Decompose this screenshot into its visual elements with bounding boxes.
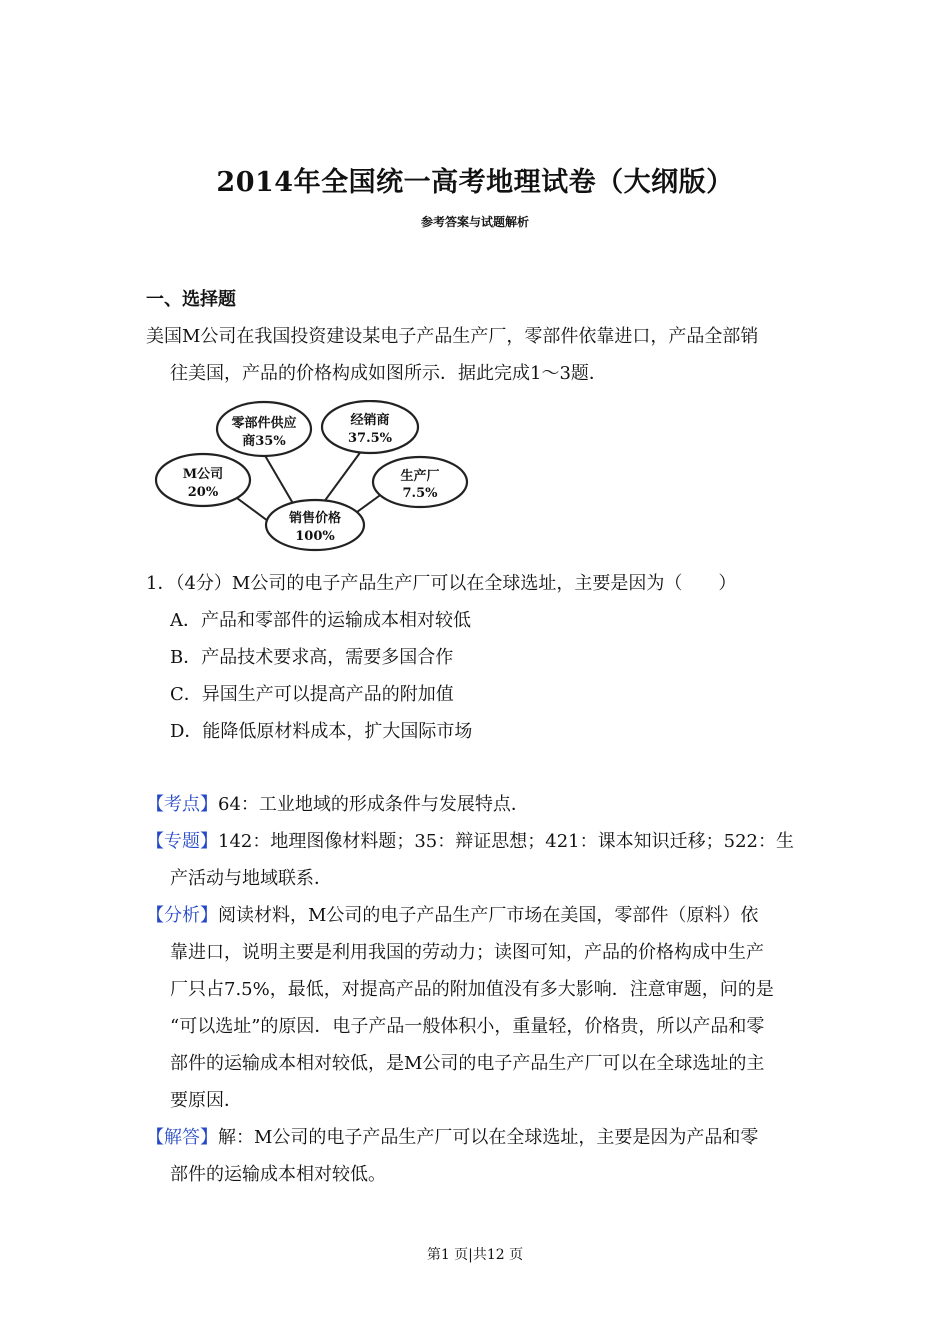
section-heading: 一、选择题	[146, 289, 236, 310]
price-composition-diagram	[150, 400, 480, 552]
fenxi-continuation: 靠进口，说明主要是利用我国的劳动力；读图可知，产品的价格构成中生产	[170, 942, 764, 963]
analysis-block	[146, 786, 811, 1193]
fenxi-continuation: 部件的运输成本相对较低，是M公司的电子产品生产厂可以在全球选址的主	[170, 1053, 765, 1074]
mcompany-label: M公司	[182, 467, 224, 482]
distributor-value: 37.5%	[347, 431, 393, 446]
kaodian-tag: 【考点】	[146, 794, 218, 815]
factory-value: 7.5%	[402, 486, 438, 501]
zhuanti-continuation: 产活动与地域联系．	[170, 868, 332, 889]
option-c: C．异国生产可以提高产品的附加值	[170, 684, 454, 705]
option-d: D．能降低原材料成本，扩大国际市场	[170, 721, 473, 742]
zhuanti-line	[146, 823, 811, 860]
price-value: 100%	[295, 529, 335, 544]
question-stem: 1．（4分）M公司的电子产品生产厂可以在全球选址，主要是因为（ ）	[146, 573, 737, 594]
fenxi-line	[146, 897, 811, 934]
jieda-continuation: 部件的运输成本相对较低。	[170, 1164, 386, 1185]
kaodian-line	[146, 786, 811, 823]
page-title: 2014年全国统一高考地理试卷（大纲版）	[216, 167, 734, 198]
kaodian-text: 64：工业地域的形成条件与发展特点．	[218, 794, 529, 815]
page-subtitle: 参考答案与试题解析	[420, 215, 529, 229]
fenxi-tag: 【分析】	[146, 905, 218, 926]
jieda-tag: 【解答】	[146, 1127, 218, 1148]
factory-label: 生产厂	[400, 469, 440, 484]
jieda-line	[146, 1119, 811, 1156]
intro-line: 美国M公司在我国投资建设某电子产品生产厂，零部件依靠进口，产品全部销	[146, 326, 759, 347]
fenxi-continuation: 要原因．	[170, 1090, 242, 1111]
option-a: A．产品和零部件的运输成本相对较低	[170, 610, 471, 631]
option-b: B．产品技术要求高，需要多国合作	[170, 647, 454, 668]
supplier-label: 零部件供应	[231, 416, 297, 431]
zhuanti-tag: 【专题】	[146, 831, 218, 852]
jieda-text: 解：M公司的电子产品生产厂可以在全球选址，主要是因为产品和零	[218, 1127, 759, 1148]
mcompany-value: 20%	[187, 485, 219, 500]
zhuanti-text: 142：地理图像材料题；35：辩证思想；421：课本知识迁移；522：生	[218, 831, 794, 852]
fenxi-continuation: “可以选址”的原因．电子产品一般体积小，重量轻，价格贵，所以产品和零	[170, 1016, 765, 1037]
intro-paragraph	[146, 318, 811, 392]
intro-line: 往美国，产品的价格构成如图所示．据此完成1～3题．	[170, 363, 607, 384]
fenxi-continuation: 厂只占7.5%，最低，对提高产品的附加值没有多大影响．注意审题，问的是	[170, 979, 774, 1000]
question-block	[146, 565, 811, 750]
distributor-label: 经销商	[350, 413, 390, 428]
price-label: 销售价格	[288, 511, 342, 526]
supplier-value: 商35%	[242, 434, 286, 449]
page-footer: 第1 页|共12 页	[426, 1247, 524, 1263]
fenxi-text: 阅读材料，M公司的电子产品生产厂市场在美国，零部件（原料）依	[218, 905, 759, 926]
